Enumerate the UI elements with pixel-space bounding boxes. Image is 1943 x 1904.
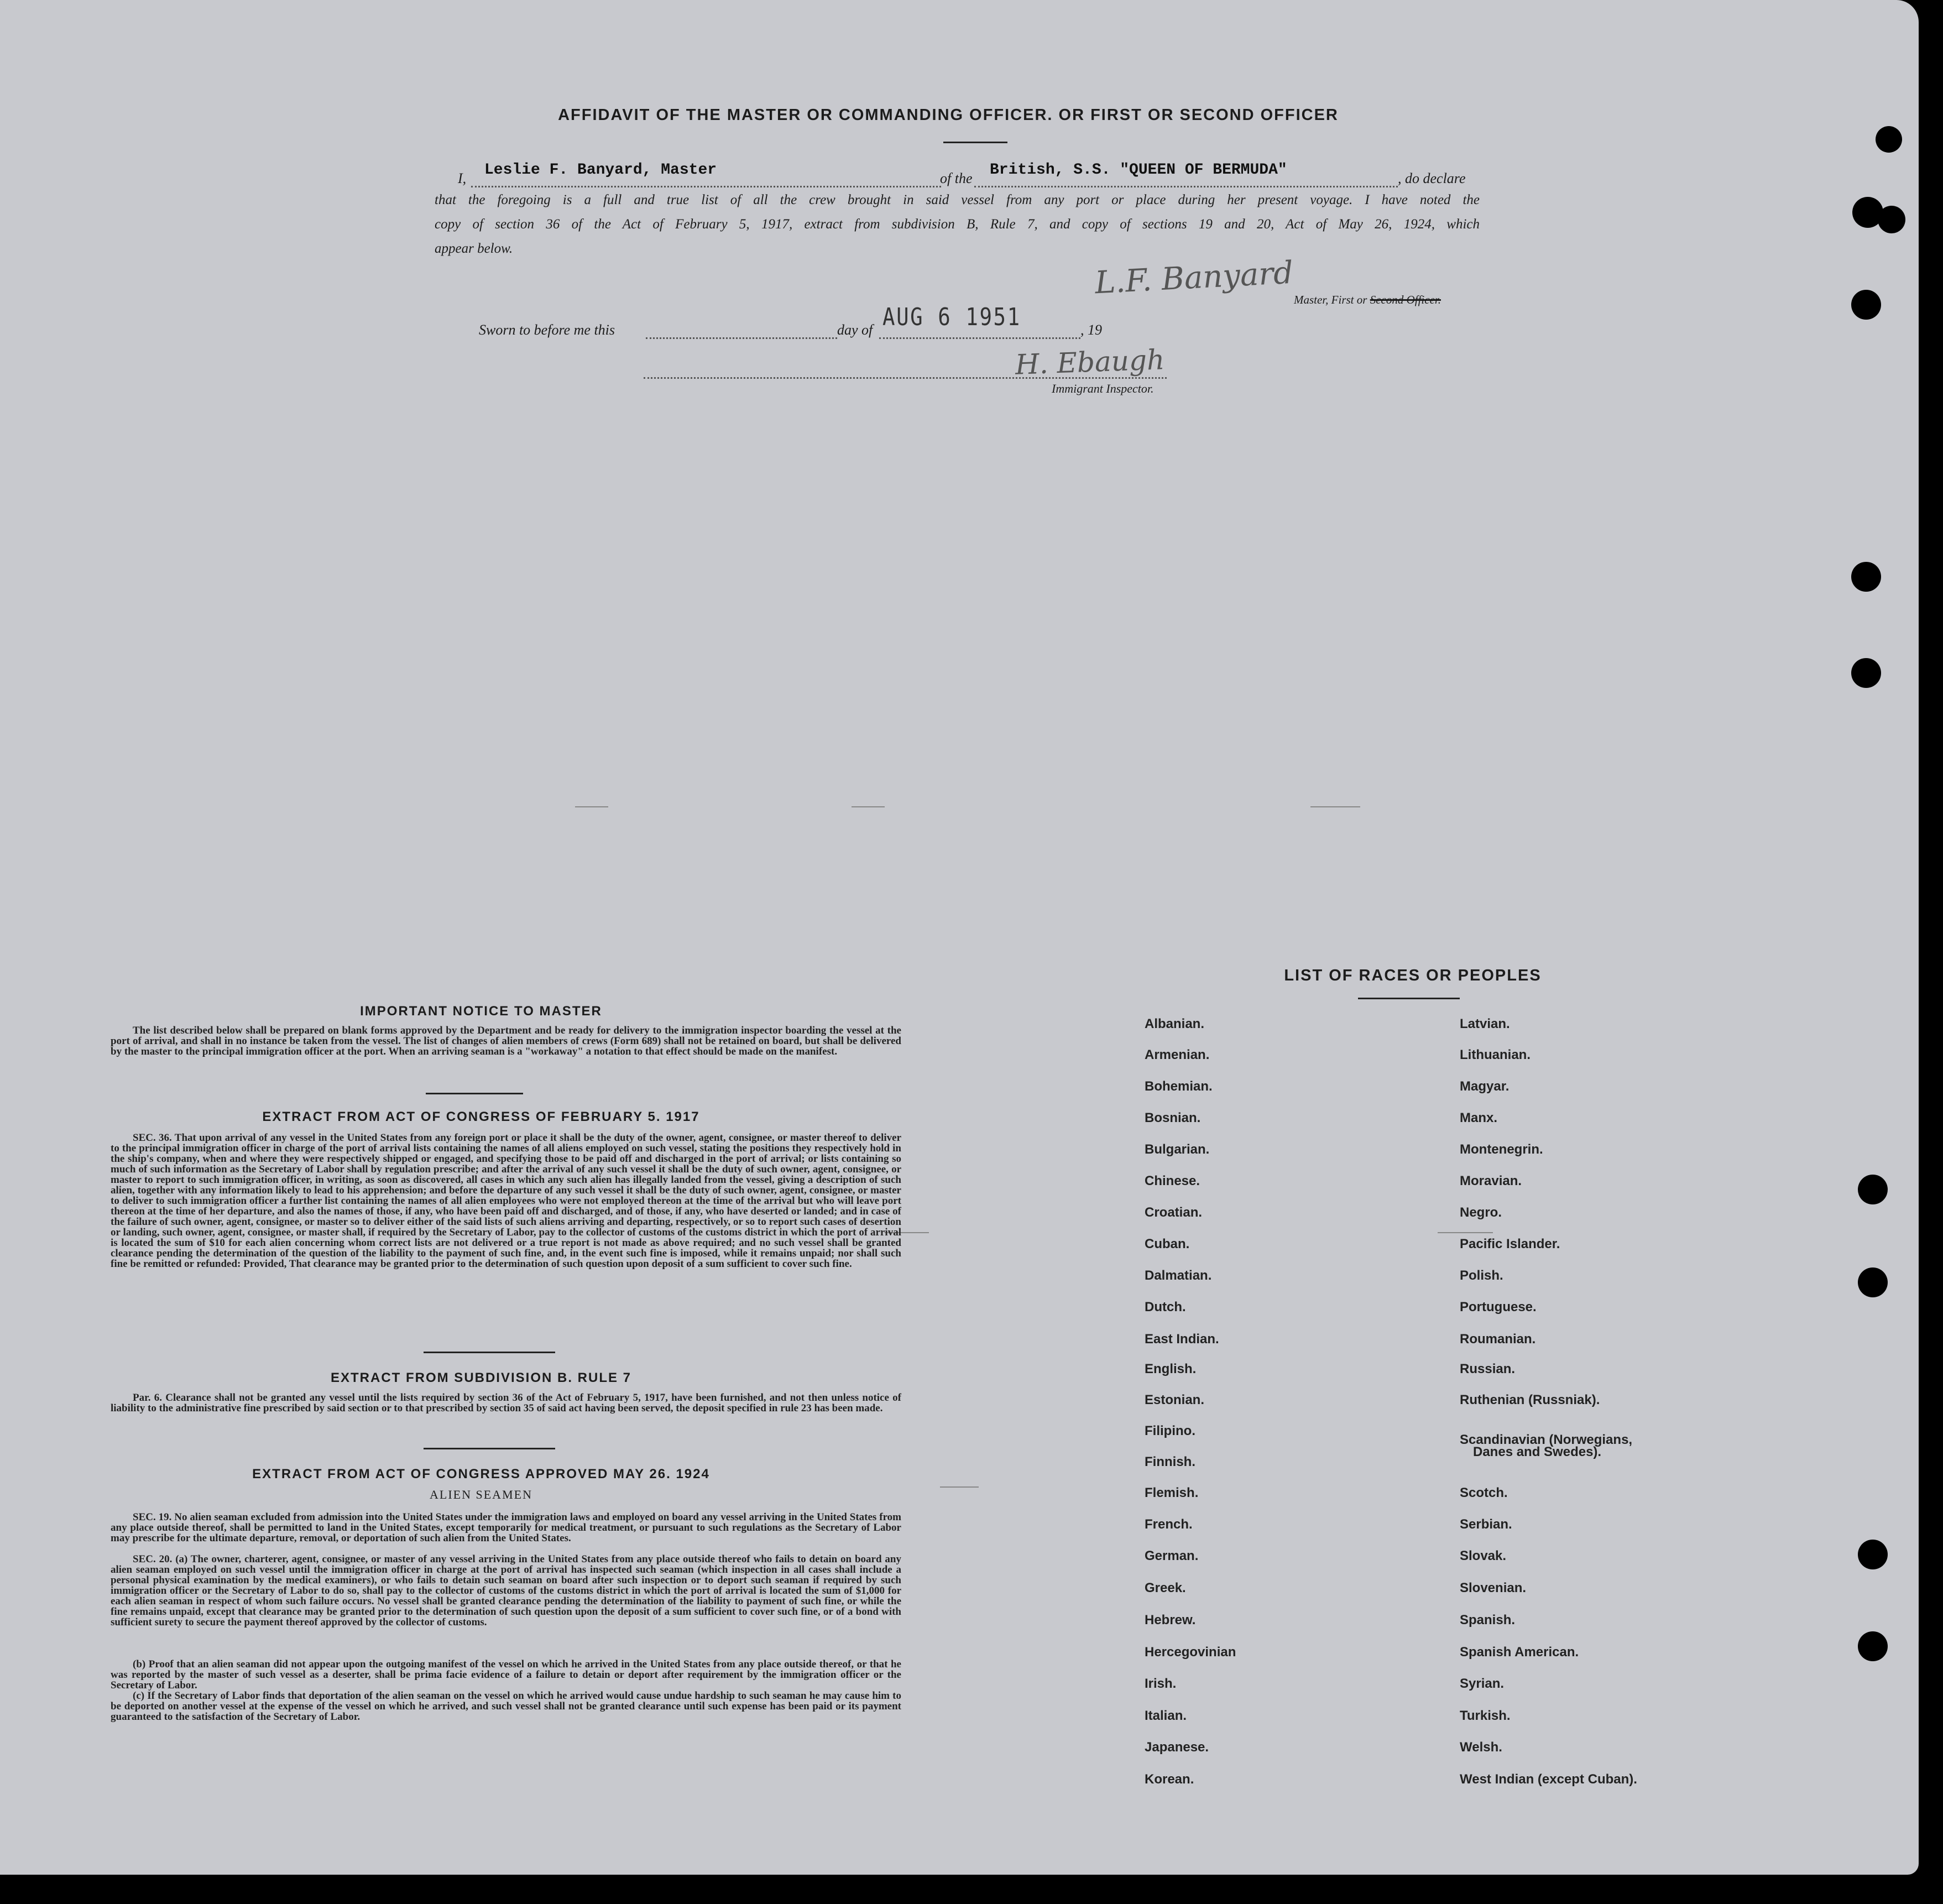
- extract-1924-title: EXTRACT FROM ACT OF CONGRESS APPROVED MAY 26. 1924: [252, 1467, 710, 1482]
- master-caption-struck: Second Officer.: [1370, 293, 1441, 306]
- punch-hole-icon: [1851, 290, 1881, 320]
- race-right-item: Magyar.: [1460, 1079, 1510, 1094]
- race-left-item: Croatian.: [1145, 1205, 1203, 1220]
- punch-hole-icon: [1851, 562, 1881, 592]
- race-left-item: French.: [1145, 1517, 1193, 1532]
- extract-1917-body: SEC. 36. That upon arrival of any vessel in the United States from any foreign port or place it shall be the duty of the owner, agent, consignee, or master thereof to deliver to the principal immigration officer in charge of the port of arrival lists containing the names of all aliens employed on such vessel, stating the positions they respectively hold in the ship's company, when and where they were respectively shipped or engaged, and specifying those to be paid off and discharged in the port of arrival; or lists containing so much of such information as the Secretary of Labor shall by regulation prescribe; and after the arrival of any such vessel it shall be the duty of such owner, agent, consignee, or master to report to such immigration officer, in writing, as soon as discovered, all cases in which any such alien has illegally landed from the vessel, giving a description of such alien, together with any information likely to lead to his apprehension; and before the departure of any such vessel it shall be the duty of such owner, agent, consignee, or master to deliver to such immigration officer a further list containing the names of all alien employees who were not employed thereon at the time of the arrival but who will leave port thereon at the time of her departure, and also the names of those, if any, who have been paid off and discharged, and of those, if any, who have deserted or landed; and in case of the failure of such owner, agent, consignee, or master so to deliver either of the said lists of such aliens arriving and departing, respectively, or so to report such cases of desertion or landing, such owner, agent, consignee, or master shall, if required by the Secretary of Labor, pay to the collector of customs of the customs district in which the port of arrival is located the sum of $10 for each alien concerning whom correct lists are not delivered or a true report is not made as above required; and no such vessel shall be granted clearance pending the determination of the question of the liability to the payment of such fine, and, in the event such fine is imposed, while it remains unpaid; nor shall such fine be remitted or refunded: Provided, That clearance may be granted prior to the determination of such question upon deposit of a sum sufficient to cover such fine.: [111, 1132, 901, 1270]
- day-of-text: day of: [837, 322, 873, 338]
- race-left-item: Korean.: [1145, 1772, 1194, 1787]
- punch-hole-icon: [1858, 1175, 1888, 1204]
- race-right-item: Polish.: [1460, 1268, 1503, 1283]
- race-left-item: Finnish.: [1145, 1454, 1195, 1469]
- scan-mark: [940, 1486, 979, 1488]
- vessel-name: British, S.S. "QUEEN OF BERMUDA": [990, 161, 1287, 179]
- punch-hole-icon: [1858, 1631, 1888, 1661]
- rule7-body: Par. 6. Clearance shall not be granted any vessel until the lists required by section 36 of the Act of February 5, 1917, have been furnished, and not then unless notice of liability to the administrative fine prescribed by said section or to that prescribed by section 35 of said act having been served, the deposit specified in rule 23 has been made.: [111, 1392, 901, 1414]
- race-right-item: Latvian.: [1460, 1016, 1510, 1031]
- race-right-item: Scotch.: [1460, 1485, 1508, 1500]
- race-right-item: Roumanian.: [1460, 1332, 1536, 1347]
- race-left-item: Filipino.: [1145, 1423, 1195, 1438]
- sworn-day-line: [646, 337, 837, 339]
- affidavit-i: I,: [458, 170, 467, 186]
- title-divider: [943, 142, 1007, 143]
- race-right-item: Spanish American.: [1460, 1645, 1579, 1660]
- scan-mark: [852, 806, 885, 807]
- vessel-line: [974, 186, 1398, 187]
- inspector-caption: Immigrant Inspector.: [1052, 382, 1154, 395]
- race-left-item: Flemish.: [1145, 1485, 1199, 1500]
- race-left-item: Hercegovinian: [1145, 1645, 1236, 1660]
- race-right-item: Slovak.: [1460, 1548, 1507, 1563]
- affidavit-line-3: copy of section 36 of the Act of February 5, 1917, extract from subdivision B, Rule 7, and copy of sections 19 and 20, Act of May 26, 1924, which: [435, 217, 1480, 232]
- race-right-item: Russian.: [1460, 1362, 1516, 1376]
- extract-1917-title: EXTRACT FROM ACT OF CONGRESS OF FEBRUARY 5. 1917: [262, 1109, 700, 1124]
- declarant-line: [471, 186, 941, 187]
- races-title: LIST OF RACES OR PEOPLES: [1284, 967, 1542, 984]
- extract-1924-sec19: SEC. 19. No alien seaman excluded from admission into the United States under the immigration laws and employed on board any vessel arriving in the United States from any place outside thereof, shall be permitted to land in the United States, except temporarily for medical treatment, or pursuant to such regulations as the Secretary of Labor may prescribe for the ultimate departure, removal, or deportation of such alien from the United States.: [111, 1511, 901, 1544]
- race-right-scandinavian-line2: Danes and Swedes).: [1473, 1444, 1602, 1459]
- scan-mark: [1310, 806, 1360, 807]
- race-left-item: Albanian.: [1145, 1016, 1205, 1031]
- race-right-item: Scandinavian (Norwegians,: [1460, 1432, 1633, 1447]
- section-divider: [424, 1352, 555, 1353]
- date-stamp: AUG 6 1951: [882, 303, 1021, 331]
- race-right-item: Negro.: [1460, 1205, 1502, 1220]
- race-left-item: Cuban.: [1145, 1237, 1190, 1251]
- race-left-item: Estonian.: [1145, 1392, 1205, 1407]
- punch-hole-icon: [1876, 126, 1902, 153]
- race-right-item: Lithuanian.: [1460, 1047, 1531, 1062]
- race-left-item: Irish.: [1145, 1676, 1177, 1691]
- master-caption-text: Master, First or: [1294, 293, 1367, 306]
- race-left-item: Dalmatian.: [1145, 1268, 1212, 1283]
- race-right-item: Ruthenian (Russniak).: [1460, 1392, 1600, 1407]
- extract-1924-subtitle: ALIEN SEAMEN: [430, 1488, 532, 1501]
- race-right-item: Slovenian.: [1460, 1580, 1527, 1595]
- race-left-item: Armenian.: [1145, 1047, 1210, 1062]
- race-right-item: Spanish.: [1460, 1613, 1516, 1627]
- affidavit-line-4: appear below.: [435, 241, 513, 256]
- year-prefix: , 19: [1080, 322, 1102, 338]
- affidavit-title: AFFIDAVIT OF THE MASTER OR COMMANDING OFFICER. OR FIRST OR SECOND OFFICER: [558, 106, 1339, 124]
- master-signature: L.F. Banyard: [1094, 254, 1294, 301]
- extract-1924-sec20b: (b) Proof that an alien seaman did not appear upon the outgoing manifest of the vessel on which he arrived in the United States from any place outside thereof, or that he was reported by the master of such vessel as a deserter, shall be prima facie evidence of a failure to detain or deport after requirement by the immigration officer or the Secretary of Labor.: [111, 1658, 901, 1691]
- punch-hole-icon: [1851, 658, 1881, 688]
- master-caption: [1294, 293, 1441, 307]
- sworn-text: Sworn to before me this: [479, 322, 615, 338]
- race-left-item: Bosnian.: [1145, 1110, 1201, 1125]
- race-left-item: English.: [1145, 1362, 1197, 1376]
- race-left-item: Bohemian.: [1145, 1079, 1213, 1094]
- race-right-item: Manx.: [1460, 1110, 1498, 1125]
- declarant-name: Leslie F. Banyard, Master: [484, 161, 717, 179]
- race-left-item: Japanese.: [1145, 1740, 1209, 1755]
- race-right-item: Serbian.: [1460, 1517, 1512, 1532]
- race-right-item: Pacific Islander.: [1460, 1237, 1560, 1251]
- section-divider: [424, 1448, 555, 1449]
- scan-mark: [575, 806, 608, 807]
- races-divider: [1358, 998, 1460, 999]
- punch-hole-icon: [1858, 1540, 1888, 1569]
- extract-1924-sec20c: (c) If the Secretary of Labor finds that deportation of the alien seaman on the vessel on which he arrived would cause undue hardship to such seaman he may cause him to be deported on another vessel at the expense of the vessel on which he arrived, and such vessel shall not be granted clearance until such expense has been paid or its payment guaranteed to the satisfaction of the Secretary of Labor.: [111, 1690, 901, 1723]
- race-right-item: Moravian.: [1460, 1173, 1522, 1188]
- notice-title: IMPORTANT NOTICE TO MASTER: [360, 1004, 602, 1019]
- race-right-item: Welsh.: [1460, 1740, 1502, 1755]
- race-left-item: Hebrew.: [1145, 1613, 1196, 1627]
- affidavit-of-the: of the: [940, 170, 973, 186]
- sworn-month-line: [879, 337, 1080, 339]
- race-left-item: Greek.: [1145, 1580, 1186, 1595]
- race-left-item: Dutch.: [1145, 1300, 1186, 1314]
- scan-mark: [1438, 1232, 1493, 1233]
- race-right-item: Turkish.: [1460, 1708, 1511, 1723]
- race-left-item: East Indian.: [1145, 1332, 1219, 1347]
- race-left-item: Bulgarian.: [1145, 1142, 1210, 1157]
- race-right-item: Portuguese.: [1460, 1300, 1537, 1314]
- affidavit-do-declare: , do declare: [1398, 170, 1466, 186]
- race-right-item: Syrian.: [1460, 1676, 1505, 1691]
- race-left-item: German.: [1145, 1548, 1199, 1563]
- race-left-item: Italian.: [1145, 1708, 1187, 1723]
- rule7-title: EXTRACT FROM SUBDIVISION B. RULE 7: [330, 1370, 632, 1385]
- race-right-item: West Indian (except Cuban).: [1460, 1772, 1637, 1787]
- punch-hole-icon: [1858, 1267, 1888, 1297]
- inspector-signature: H. Ebaugh: [1015, 343, 1166, 381]
- extract-1924-sec20a: SEC. 20. (a) The owner, charterer, agent, consignee, or master of any vessel arriving in the United States from any place outside thereof who fails to detain on board any alien seaman employed on such vessel until the immigration officer in charge at the port of arrival has inspected such seaman (which inspection in all cases shall include a personal physical examination by the medical examiners), or who fails to detain such seaman on board after such inspection or to deport such seaman if required by such immigration officer or the Secretary of Labor to do so, shall pay to the collector of customs of the customs district in which the port of arrival is located the sum of $1,000 for each alien seaman in respect of whom such failure occurs. No vessel shall be granted clearance pending the determination of the liability to payment of such fine, or while the fine remains unpaid, except that clearance may be granted prior to the determination of such question upon the deposit of a sum sufficient to cover such fine, or of a bond with sufficient surety to secure the payment thereof approved by the collector of customs.: [111, 1553, 901, 1628]
- race-left-item: Chinese.: [1145, 1173, 1200, 1188]
- section-divider: [426, 1093, 523, 1094]
- affidavit-line-2: that the foregoing is a full and true list of all the crew brought in said vessel from any port or place during her present voyage. I have noted the: [435, 192, 1480, 207]
- race-right-item: Montenegrin.: [1460, 1142, 1543, 1157]
- punch-hole-icon: [1878, 206, 1905, 233]
- notice-body: The list described below shall be prepared on blank forms approved by the Department and be ready for delivery to the immigration inspector boarding the vessel at the port of arrival, and shall in no instance be taken from the vessel. The list of changes of alien members of crews (Form 689) shall not be retained on board, but shall be delivered by the master to the principal immigration officer at the port. When an arriving seaman is a "workaway" a notation to that effect should be made on the manifest.: [111, 1025, 901, 1057]
